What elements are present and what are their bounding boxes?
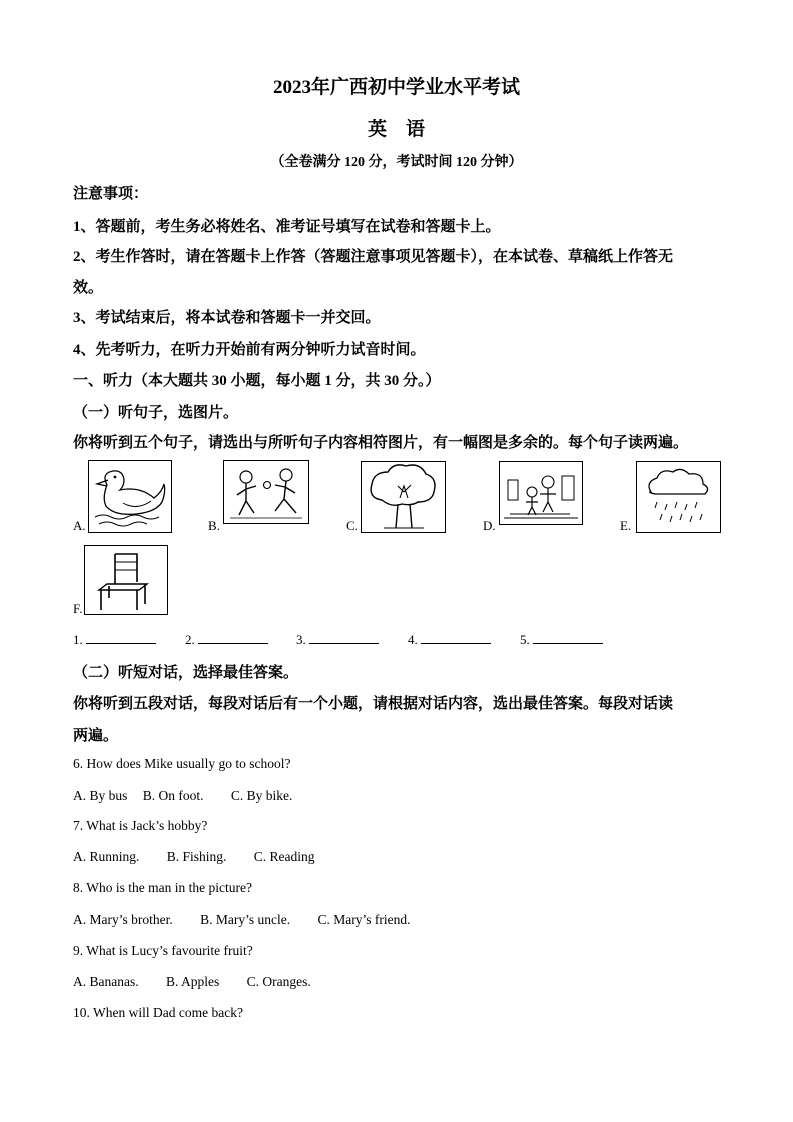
question-9: 9. What is Lucy’s favourite fruit? [73, 943, 253, 958]
notice-item: 2、考生作答时，请在答题卡上作答（答题注意事项见答题卡），在本试卷、草稿纸上作答无 [73, 249, 674, 265]
notice-item: 1、答题前，考生务必将姓名、准考证号填写在试卷和答题卡上。 [73, 219, 501, 235]
answer-blank[interactable]: 5. [520, 632, 603, 648]
score-note: （全卷满分 120 分，考试时间 120 分钟） [270, 155, 523, 170]
answer-blank[interactable]: 1. [73, 632, 156, 648]
picture-label-d: D. [483, 518, 496, 533]
exam-title: 2023年广西初中学业水平考试 [272, 77, 520, 98]
option-b[interactable]: B. On foot. [142, 788, 204, 803]
question-9-options [73, 974, 311, 990]
question-10: 10. When will Dad come back? [73, 1005, 243, 1020]
picture-label-f: F. [73, 601, 83, 616]
option-a[interactable]: A. Running. [73, 849, 140, 864]
option-c[interactable]: C. Mary’s friend. [317, 912, 411, 927]
question-8-options [73, 912, 410, 928]
option-a[interactable]: A. Bananas. [73, 974, 139, 989]
duck-icon [88, 460, 172, 533]
option-c[interactable]: C. By bike. [230, 788, 293, 803]
children-in-park-icon [499, 461, 583, 525]
notice-item: 效。 [73, 280, 104, 296]
picture-label-a: A. [73, 518, 86, 533]
option-b[interactable]: B. Fishing. [166, 849, 227, 864]
section-heading: 一、听力（本大题共 30 小题，每小题 1 分，共 30 分。） [73, 373, 441, 389]
option-c[interactable]: C. Reading [253, 849, 315, 864]
part2-instruction: 两遍。 [73, 728, 119, 744]
question-7-options [73, 849, 315, 865]
notice-item: 4、先考听力，在听力开始前有两分钟听力试音时间。 [73, 342, 426, 358]
part2-heading: （二）听短对话，选择最佳答案。 [73, 665, 299, 681]
question-8: 8. Who is the man in the picture? [73, 880, 252, 895]
picture-label-c: C. [346, 518, 358, 533]
kids-playing-football-icon [223, 460, 309, 524]
rain-cloud-icon [636, 461, 721, 533]
answer-blank[interactable]: 4. [408, 632, 491, 648]
option-c[interactable]: C. Oranges. [246, 974, 311, 989]
picture-label-e: E. [620, 518, 632, 533]
answer-blank[interactable]: 2. [185, 632, 268, 648]
question-6: 6. How does Mike usually go to school? [73, 756, 291, 771]
notice-heading: 注意事项： [73, 186, 149, 202]
part1-heading: （一）听句子，选图片。 [73, 405, 239, 421]
notice-item: 3、考试结束后，将本试卷和答题卡一并交回。 [73, 310, 381, 326]
option-a[interactable]: A. By bus [73, 788, 128, 803]
option-a[interactable]: A. Mary’s brother. [73, 912, 173, 927]
option-b[interactable]: B. Apples [165, 974, 220, 989]
tree-icon [361, 461, 446, 533]
chair-icon [84, 545, 168, 615]
option-b[interactable]: B. Mary’s uncle. [200, 912, 291, 927]
answer-blank[interactable]: 3. [296, 632, 379, 648]
part2-instruction: 你将听到五段对话，每段对话后有一个小题，请根据对话内容，选出最佳答案。每段对话读 [73, 696, 674, 712]
subject-title: 英 语 [367, 119, 425, 140]
question-6-options [73, 788, 292, 804]
picture-label-b: B. [208, 518, 220, 533]
part1-instruction: 你将听到五个句子，请选出与所听句子内容相符图片，有一幅图是多余的。每个句子读两遍。 [73, 435, 689, 451]
question-7: 7. What is Jack’s hobby? [73, 818, 208, 833]
